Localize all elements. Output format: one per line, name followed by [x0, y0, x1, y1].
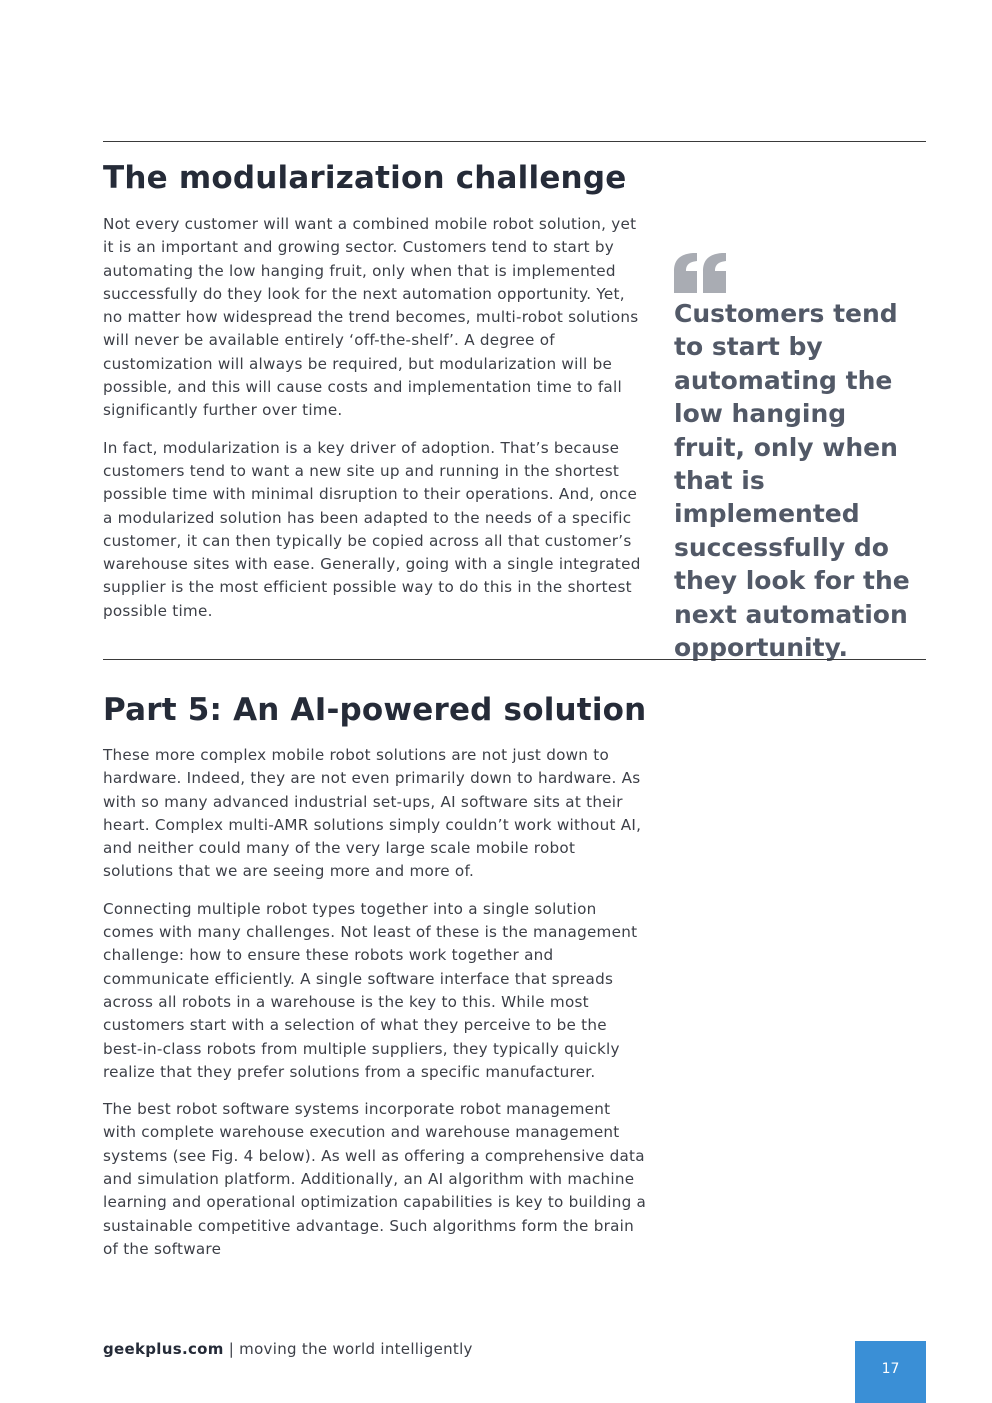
- page-number-badge: [855, 1341, 926, 1403]
- pull-quote: Customers tend to start by automating the low hanging fruit, only when that is implemented successfully do they look for the next automation opportunity.: [674, 299, 910, 663]
- section-body-ai-powered: [103, 744, 648, 1275]
- footer-brand-link[interactable]: geekplus.com: [103, 1340, 224, 1358]
- paragraph: These more complex mobile robot solutions are not just down to hardware. Indeed, they are not even primarily down to hardware. As with so many advanced industrial set-ups, AI software sits at their heart. Complex multi-AMR solutions simply couldn’t work without AI, and neither could many of the very large scale mobile robot solutions that we are seeing more and more of.: [103, 746, 642, 881]
- footer-separator: |: [223, 1340, 240, 1358]
- top-divider: [103, 141, 926, 142]
- paragraph: Not every customer will want a combined mobile robot solution, yet it is an important and growing sector. Customers tend to start by automating the low hanging fruit, only when that is implemented successfully do they look for the next automation opportunity. Yet, no matter how widespread the trend becomes, multi-robot solutions will never be available entirely ‘off-the-shelf’. A degree of customization will always be required, but modularization will be possible, and this will cause costs and implementation time to fall significantly further over time.: [103, 215, 639, 420]
- section-heading-ai-powered: Part 5: An AI-powered solution: [103, 692, 647, 728]
- footer: [103, 1340, 473, 1358]
- paragraph: Connecting multiple robot types together into a single solution comes with many challenges. Not least of these is the management challenge: how to ensure these robots work together and communicate efficiently. A single software interface that spreads across all robots in a warehouse is the key to this. While most customers start with a selection of what they perceive to be the best-in-class robots from multiple suppliers, they typically quickly realize that they prefer solutions from a specific manufacturer.: [103, 899, 638, 1081]
- quote-mark-icon: [673, 252, 727, 294]
- footer-tagline: moving the world intelligently: [239, 1340, 473, 1358]
- page-number: 17: [881, 1361, 900, 1377]
- section-body-modularization: [103, 213, 643, 637]
- paragraph: In fact, modularization is a key driver of adoption. That’s because customers tend to want a new site up and running in the shortest possible time with minimal disruption to their operations. And, once a modularized solution has been adapted to the needs of a specific customer, it can then typically be copied across all that customer’s warehouse sites with ease. Generally, going with a single integrated supplier is the most efficient possible way to do this in the shortest possible time.: [103, 438, 641, 620]
- section-heading-modularization: The modularization challenge: [103, 160, 627, 196]
- section-divider: [103, 659, 926, 660]
- paragraph: The best robot software systems incorporate robot management with complete warehouse execution and warehouse management systems (see Fig. 4 below). As well as offering a comprehensive data and simulation platform. Additionally, an AI algorithm with machine learning and operational optimization capabilities is key to building a sustainable competitive advantage. Such algorithms form the brain of the software: [103, 1100, 647, 1258]
